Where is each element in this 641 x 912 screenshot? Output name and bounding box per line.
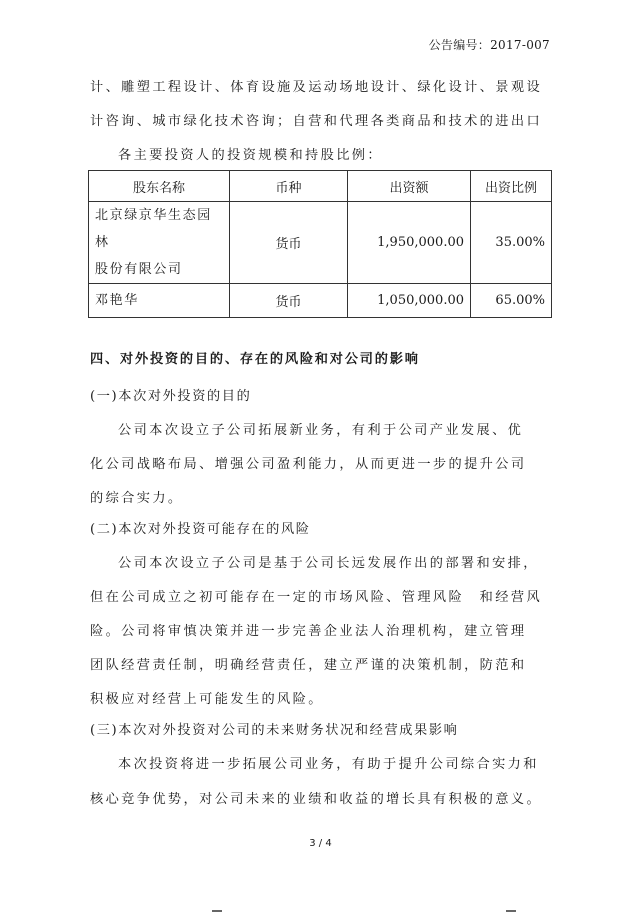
- subsection-heading-2: (二)本次对外投资可能存在的风险: [90, 522, 311, 537]
- currency-cell: 货币: [230, 284, 348, 318]
- intro-line-3: 各主要投资人的投资规模和持股比例：: [118, 148, 383, 163]
- paragraph-line: 核心竞争优势，对公司未来的业绩和收益的增长具有积极的意义。: [90, 792, 543, 807]
- paragraph-line: 团队经营责任制，明确经营责任，建立严谨的决策机制，防范和: [90, 658, 527, 673]
- ratio-cell: 35.00%: [471, 202, 552, 284]
- header-ratio: 出资比例: [471, 171, 552, 202]
- paragraph-line: 化公司战略布局、增强公司盈利能力，从而更进一步的提升公司: [90, 457, 527, 472]
- paragraph-line: 公司本次设立子公司拓展新业务，有利于公司产业发展、优: [118, 423, 524, 438]
- shareholder-name: 邓艳华: [89, 284, 230, 318]
- section-title: 四、对外投资的目的、存在的风险和对公司的影响: [90, 352, 420, 367]
- header-currency: 币种: [230, 171, 348, 202]
- paragraph-line: 公司本次设立子公司是基于公司长远发展作出的部署和安排，: [118, 556, 539, 571]
- paragraph-line: 本次投资将进一步拓展公司业务，有助于提升公司综合实力和: [118, 757, 539, 772]
- paragraph-line: 积极应对经营上可能发生的风险。: [90, 692, 324, 707]
- subsection-heading-1: (一)本次对外投资的目的: [90, 389, 252, 404]
- intro-line-1: 计、雕塑工程设计、体育设施及运动场地设计、绿化设计、景观设: [90, 80, 543, 95]
- table-row: [89, 202, 552, 284]
- announcement-number: 公告编号：2017-007: [428, 38, 550, 52]
- paragraph-line: 但在公司成立之初可能存在一定的市场风险、管理风险 和经营风: [90, 590, 543, 605]
- table-header-row: [89, 171, 552, 202]
- amount-cell: 1,950,000.00: [348, 202, 471, 284]
- paragraph-line: 险。公司将审慎决策并进一步完善企业法人治理机构，建立管理: [90, 624, 527, 639]
- table-row: [89, 284, 552, 318]
- page-number: 3 / 4: [309, 838, 332, 849]
- header-amount: 出资额: [348, 171, 471, 202]
- currency-cell: 货币: [230, 202, 348, 284]
- subsection-heading-3: (三)本次对外投资对公司的未来财务状况和经营成果影响: [90, 723, 459, 738]
- ratio-cell: 65.00%: [471, 284, 552, 318]
- intro-line-2: 计咨询、城市绿化技术咨询；自营和代理各类商品和技术的进出口: [90, 114, 543, 129]
- header-shareholder: 股东名称: [89, 171, 230, 202]
- paragraph-line: 的综合实力。: [90, 491, 184, 506]
- amount-cell: 1,050,000.00: [348, 284, 471, 318]
- investment-table: [88, 170, 552, 318]
- shareholder-name: 北京绿京华生态园林 股份有限公司: [89, 202, 230, 284]
